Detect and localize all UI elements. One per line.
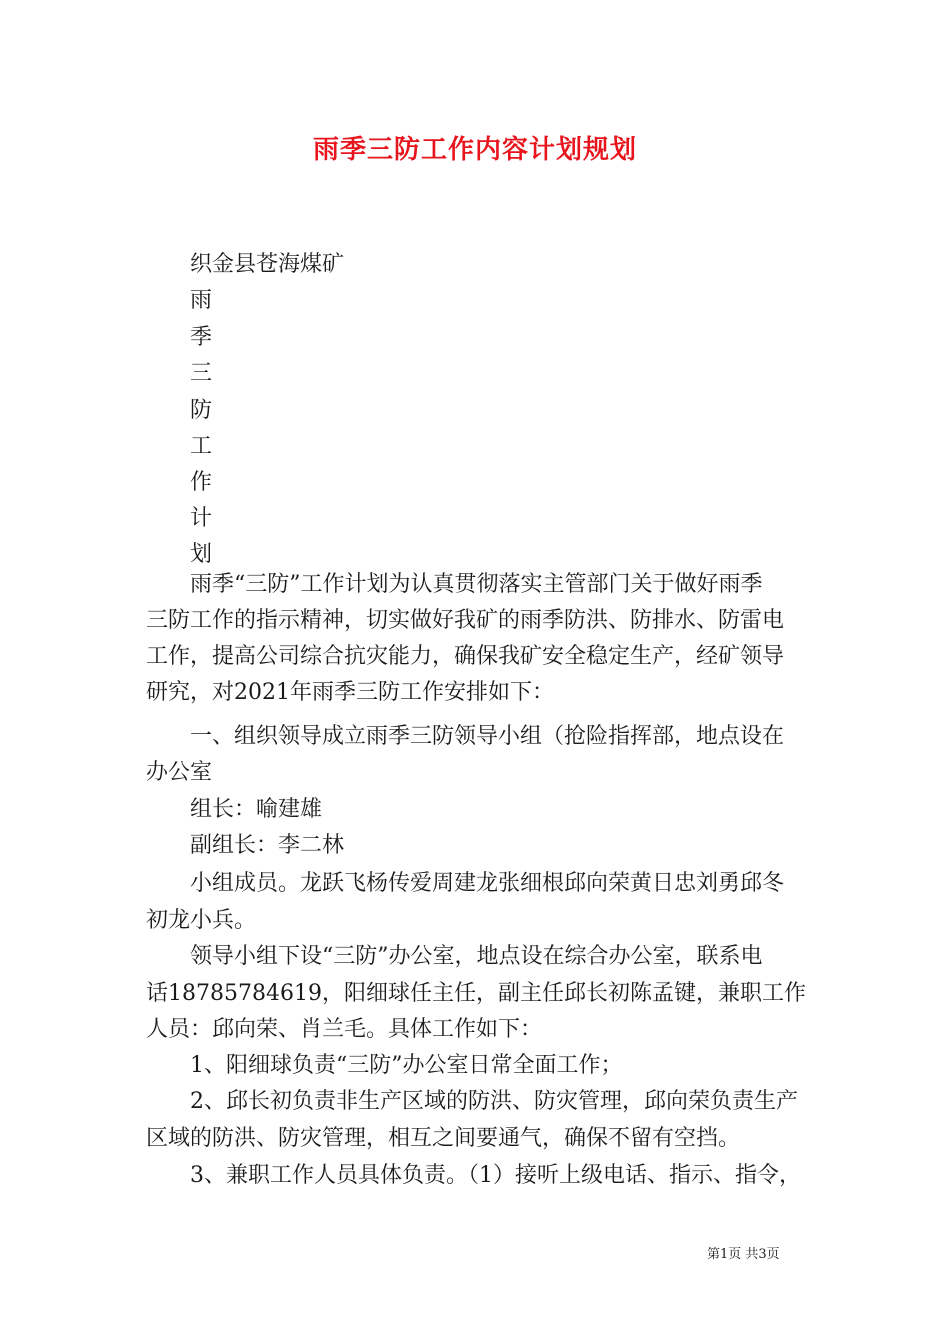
paragraph-line: 工作，提高公司综合抗灾能力，确保我矿安全稳定生产，经矿领导 — [146, 644, 785, 669]
paragraph-line: 三防工作的指示精神，切实做好我矿的雨季防洪、防排水、防雷电 — [146, 608, 785, 633]
list-item: 3、兼职工作人员具体负责。（1）接听上级电话、指示、指令， — [190, 1163, 801, 1188]
vertical-char: 工 — [190, 434, 213, 459]
paragraph-line: 小组成员。龙跃飞杨传爱周建龙张细根邱向荣黄日忠刘勇邱冬 — [190, 871, 785, 896]
vertical-char: 雨 — [190, 288, 213, 313]
vertical-char: 划 — [190, 542, 213, 567]
list-item: 1、阳细球负责“三防”办公室日常全面工作； — [190, 1053, 623, 1078]
paragraph-line: 话18785784619，阳细球任主任，副主任邱长初陈孟键，兼职工作 — [146, 981, 806, 1006]
vertical-char: 计 — [190, 506, 213, 531]
vertical-char: 三 — [190, 361, 213, 386]
document-title: 雨季三防工作内容计划规划 — [312, 135, 637, 165]
section-heading-line: 一、组织领导成立雨季三防领导小组（抢险指挥部，地点设在 — [190, 724, 785, 749]
page-footer: 第1页 共3页 — [707, 1247, 780, 1262]
paragraph-line: 初龙小兵。 — [146, 908, 257, 933]
vertical-char: 防 — [190, 398, 213, 423]
vertical-char: 作 — [190, 470, 213, 495]
paragraph-line: 2、邱长初负责非生产区域的防洪、防灾管理，邱向荣负责生产 — [190, 1089, 798, 1114]
paragraph-line: 领导小组下设“三防”办公室，地点设在综合办公室，联系电 — [190, 944, 763, 969]
vertical-char: 季 — [190, 325, 213, 350]
paragraph-line: 人员：邱向荣、肖兰毛。具体工作如下： — [146, 1017, 543, 1042]
paragraph-line: 雨季“三防”工作计划为认真贯彻落实主管部门关于做好雨季 — [190, 572, 763, 597]
paragraph-line: 研究，对2021年雨季三防工作安排如下： — [146, 680, 554, 705]
group-leader: 组长：喻建雄 — [190, 797, 323, 822]
org-line: 织金县苍海煤矿 — [190, 252, 345, 277]
paragraph-line: 区域的防洪、防灾管理，相互之间要通气，确保不留有空挡。 — [146, 1126, 741, 1151]
section-heading-line: 办公室 — [146, 760, 213, 785]
deputy-leader: 副组长：李二林 — [190, 833, 345, 858]
